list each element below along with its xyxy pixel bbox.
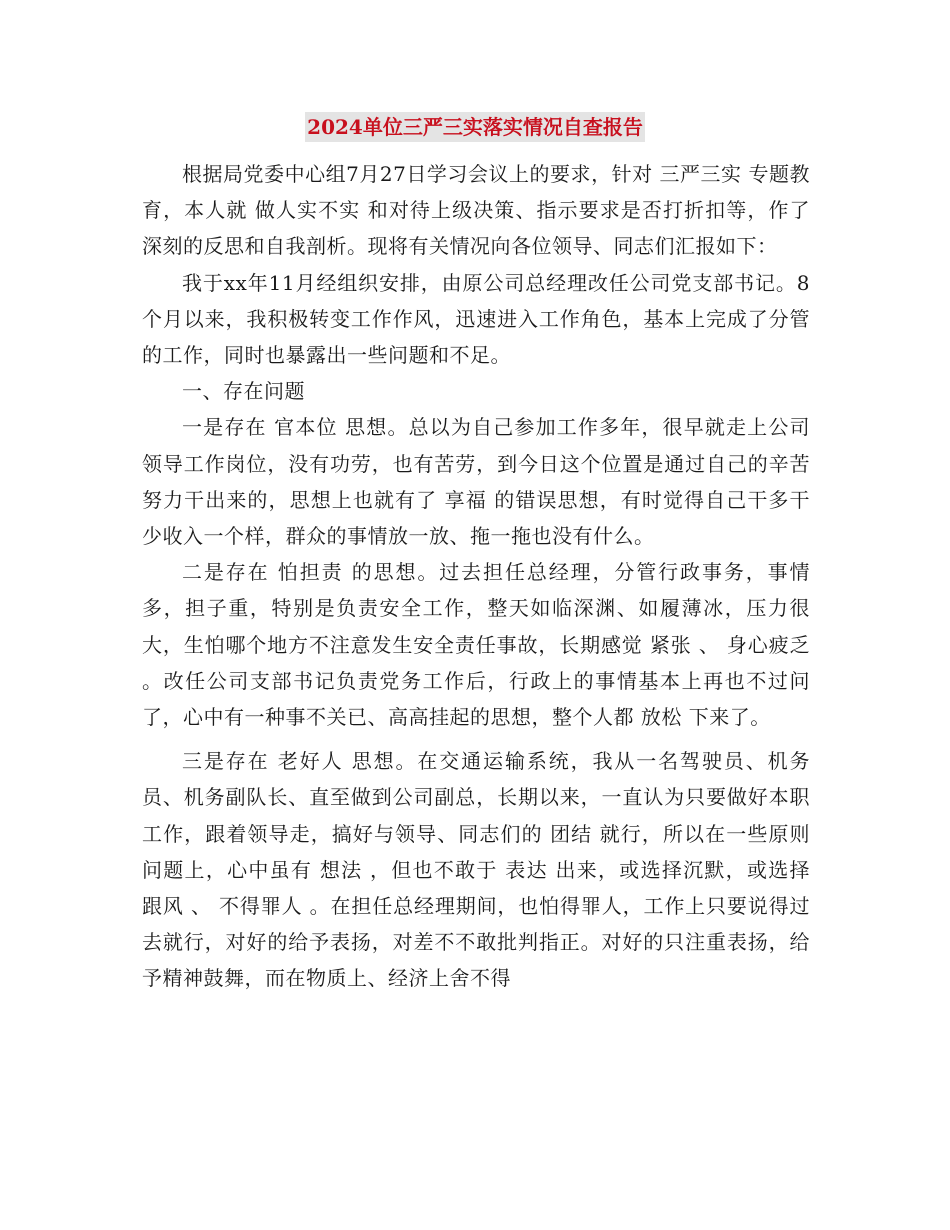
section-heading-problems: 一、存在问题 <box>182 379 305 404</box>
paragraph-problem-1: 一是存在 官本位 思想。总以为自己参加工作多年，很早就走上公司领导工作岗位，没有功劳，也有苦劳，到今日这个位置是通过自己的辛苦努力干出来的，思想上也就有了 享福 的错误思想，有时觉得自己干多干少收入一个样，群众的事情放一放、拖一拖也没有什么。 <box>142 415 810 549</box>
paragraph-problem-2: 二是存在 怕担责 的思想。过去担任总经理，分管行政事务，事情多，担子重，特别是负责安全工作，整天如临深渊、如履薄冰，压力很大，生怕哪个地方不注意发生安全责任事故，长期感觉 紧张 、 身心疲乏 。改任公司支部书记负责党务工作后，行政上的事情基本上再也不过问了，心中有一种事不关已、高高挂起的思想，整个人都 放松 下来了。 <box>142 560 810 730</box>
document-body <box>142 156 810 997</box>
paragraph-problem-3: 三是存在 老好人 思想。在交通运输系统，我从一名驾驶员、机务员、机务副队长、直至做到公司副总，长期以来，一直认为只要做好本职工作，跟着领导走，搞好与领导、同志们的 团结 就行，所以在一些原则问题上，心中虽有 想法 ，但也不敢于 表达 出来，或选择沉默，或选择 跟风 、 不得罪人 。在担任总经理期间，也怕得罪人，工作上只要说得过去就行，对好的给予表扬，对差不不敢批判指正。对好的只注重表扬，给予精神鼓舞，而在物质上、经济上舍不得 <box>142 749 810 991</box>
paragraph-intro: 根据局党委中心组7月27日学习会议上的要求，针对 三严三实 专题教育，本人就 做人实不实 和对待上级决策、指示要求是否打折扣等，作了深刻的反思和自我剖析。现将有关情况向各位领导、同志们汇报如下： <box>142 162 810 259</box>
document-title: 2024单位三严三实落实情况自查报告 <box>305 112 645 142</box>
paragraph-background: 我于xx年11月经组织安排，由原公司总经理改任公司党支部书记。8个月以来，我积极转变工作作风，迅速进入工作角色，基本上完成了分管的工作，同时也暴露出一些问题和不足。 <box>142 270 810 368</box>
title-container <box>0 112 950 142</box>
